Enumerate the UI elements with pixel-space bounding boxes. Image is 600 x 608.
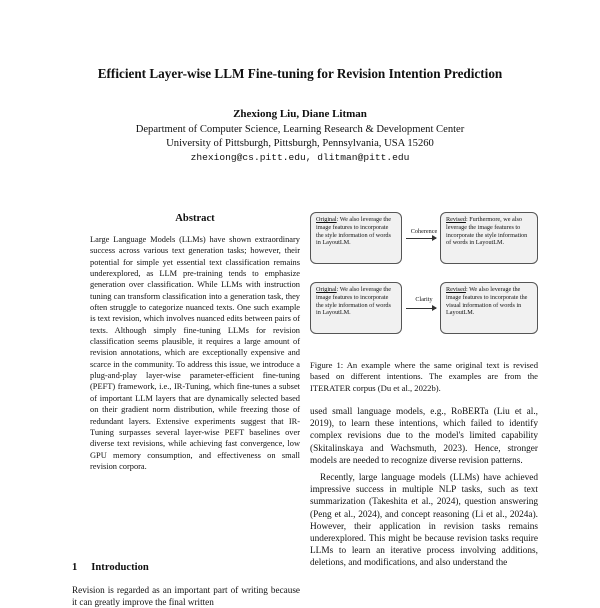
affiliation-university: University of Pittsburgh, Pittsburgh, Pennsylvania, USA 15260 — [166, 138, 434, 149]
original-text-box-2 — [310, 282, 402, 334]
arrow-right-icon — [406, 238, 436, 239]
revised-text-box-2 — [440, 282, 538, 334]
arrow-right-icon — [406, 308, 436, 309]
introduction-text: Revision is regarded as an important part of writing because it can greatly improve the final written — [72, 585, 300, 607]
revised-text-box-1 — [440, 212, 538, 264]
paper-title: Efficient Layer-wise LLM Fine-tuning for Revision Intention Prediction — [97, 66, 503, 81]
abstract-heading: Abstract — [175, 213, 215, 224]
box-label: Revised — [446, 286, 466, 293]
box-text: : Furthermore, we also leverage the image features to incorporate the style information of words in LayoutLM. — [446, 216, 528, 247]
author-emails: zhexiong@cs.pitt.edu, dlitman@pitt.edu — [190, 152, 410, 163]
box-text: : We also leverage the image features to incorporate the style information of words in LayoutLM. — [316, 286, 391, 317]
box-text: : We also leverage the image features to incorporate the style information of words in LayoutLM. — [316, 216, 391, 247]
affiliation-department: Department of Computer Science, Learning Research & Development Center — [135, 124, 465, 135]
section-title: Introduction — [91, 562, 149, 573]
box-text: : We also leverage the image features to incorporate the visual information of words in LayoutLM. — [446, 286, 528, 317]
right-column-text — [310, 406, 538, 570]
box-label: Revised — [446, 216, 466, 223]
section-number: 1 — [72, 562, 78, 573]
original-text-box-1 — [310, 212, 402, 264]
box-label: Original — [316, 216, 337, 223]
authors: Zhexiong Liu, Diane Litman — [233, 108, 367, 120]
figure-1 — [310, 212, 538, 352]
box-label: Original — [316, 286, 337, 293]
paragraph: Recently, large language models (LLMs) have achieved impressive success in multiple NLP tasks, such as text summarization (Takeshita et al., 2024), question answering (Peng et al., 2024), and concept reasoning (Li et al., 2024a). However, their application in revision tasks remains underexplored. This might be because revision tasks require LLMs to learn an iterative process involving additions, deletions, and modifications, and also understand the — [310, 473, 538, 569]
coherence-label: Coherence — [410, 228, 438, 235]
introduction-heading — [72, 562, 163, 573]
figure-caption: Figure 1: An example where the same original text is revised based on different intentions. The examples are from the ITERATER corpus (Du et al., 2022b). — [310, 360, 538, 393]
abstract-text: Large Language Models (LLMs) have shown extraordinary success across various text generation tasks; however, their potential for simple yet essential text classification remains underexplored, as LLM pre-training tends to emphasize generation over classification. While LLMs with instruction tuning can transform classification into a generation task, they often struggle to categorize nuanced texts. One such example is text revision, which involves nuanced edits between pairs of texts. Although simply fine-tuning LLMs for revision classification seems plausible, it requires a large amount of revision annotations, which are exceptionally expensive and scarce in the community. To address this issue, we introduce a plug-and-play layer-wise parameter-efficient fine-tuning (PEFT) framework, i.e., IR-Tuning, which fine-tunes a subset of important LLM layers that are dynamically selected based on their gradient norm distribution, while freezing those of redundant layers. Extensive experiments suggest that IR-Tuning surpasses several layer-wise PEFT baselines over diverse text revisions, while achieving fast convergence, low GPU memory consumption, and effectiveness on small revision corpora. — [90, 235, 300, 471]
clarity-label: Clarity — [415, 296, 433, 303]
paragraph: used small language models, e.g., RoBERTa (Liu et al., 2019), to learn these intentions, which failed to identify complex revisions due to the model's limited capability (Skitalinskaya and Wachsmuth, 2023). Hence, stronger models are needed to recognize diverse revision patterns. — [310, 407, 538, 466]
